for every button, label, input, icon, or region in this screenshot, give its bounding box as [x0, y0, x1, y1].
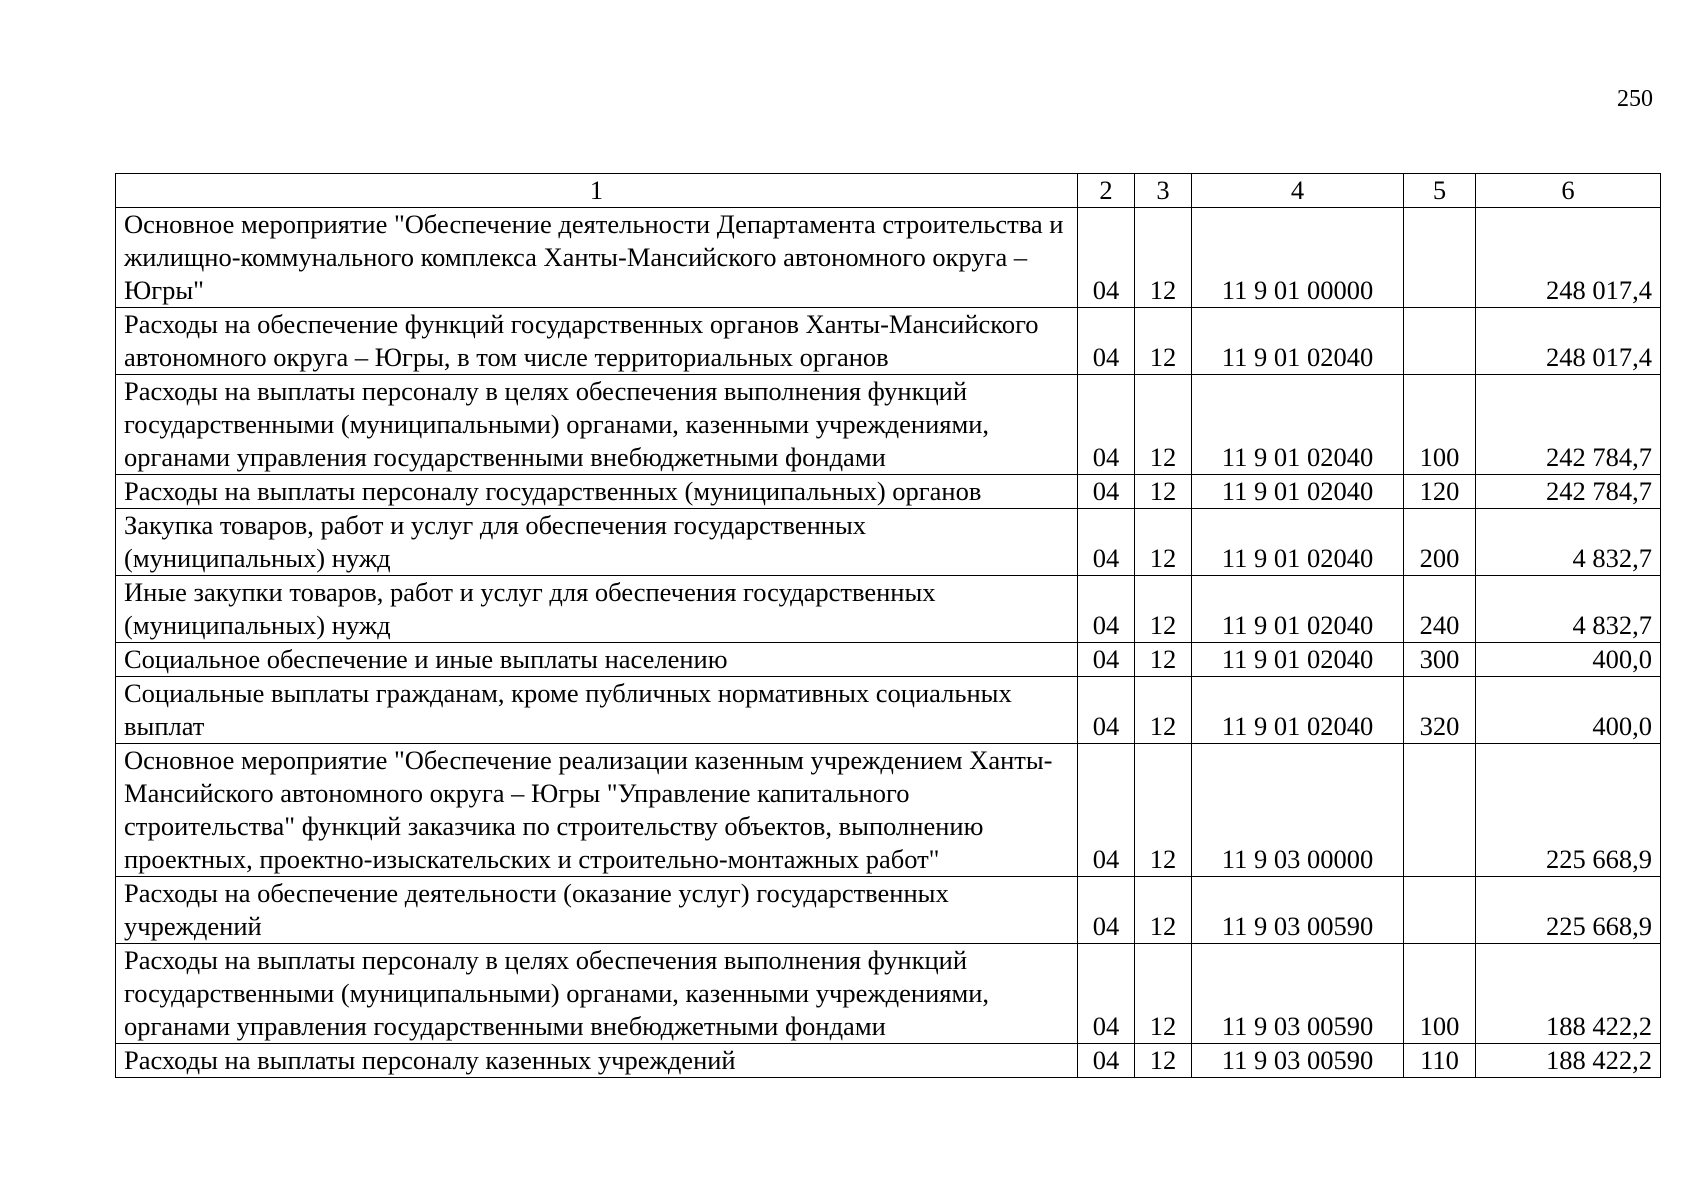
amount-cell: 248 017,4 — [1476, 208, 1661, 308]
amount-cell: 225 668,9 — [1476, 877, 1661, 944]
section-code-cell: 04 — [1078, 475, 1135, 509]
amount-cell: 225 668,9 — [1476, 744, 1661, 877]
amount-cell: 242 784,7 — [1476, 475, 1661, 509]
table-row — [116, 576, 1661, 643]
subsection-code-cell: 12 — [1135, 208, 1192, 308]
expense-type-cell — [1404, 877, 1476, 944]
subsection-code-cell: 12 — [1135, 576, 1192, 643]
row-name-cell: Закупка товаров, работ и услуг для обеспечения государственных (муниципальных) нужд — [116, 509, 1078, 576]
amount-cell: 400,0 — [1476, 677, 1661, 744]
target-article-cell: 11 9 01 02040 — [1192, 643, 1404, 677]
section-code-cell: 04 — [1078, 643, 1135, 677]
expense-type-cell — [1404, 744, 1476, 877]
expense-type-cell: 110 — [1404, 1044, 1476, 1078]
target-article-cell: 11 9 03 00590 — [1192, 877, 1404, 944]
table-row — [116, 643, 1661, 677]
target-article-cell: 11 9 01 02040 — [1192, 475, 1404, 509]
expense-type-cell: 120 — [1404, 475, 1476, 509]
table-row — [116, 944, 1661, 1044]
subsection-code-cell: 12 — [1135, 877, 1192, 944]
expense-type-cell: 300 — [1404, 643, 1476, 677]
expense-type-cell — [1404, 308, 1476, 375]
target-article-cell: 11 9 01 02040 — [1192, 576, 1404, 643]
header-row — [116, 174, 1661, 208]
row-name-cell: Расходы на выплаты персоналу в целях обеспечения выполнения функций государственными (муниципальными) органами, казенными учреждениями, органами управления государственными внебюджетными фондами — [116, 375, 1078, 475]
subsection-code-cell: 12 — [1135, 509, 1192, 576]
expense-type-cell: 100 — [1404, 944, 1476, 1044]
amount-cell: 188 422,2 — [1476, 1044, 1661, 1078]
target-article-cell: 11 9 03 00590 — [1192, 944, 1404, 1044]
table-row — [116, 475, 1661, 509]
table-row — [116, 677, 1661, 744]
subsection-code-cell: 12 — [1135, 1044, 1192, 1078]
table-row — [116, 208, 1661, 308]
section-code-cell: 04 — [1078, 509, 1135, 576]
page-number: 250 — [1617, 86, 1653, 112]
section-code-cell: 04 — [1078, 877, 1135, 944]
amount-cell: 248 017,4 — [1476, 308, 1661, 375]
row-name-cell: Расходы на выплаты персоналу государственных (муниципальных) органов — [116, 475, 1078, 509]
row-name-cell: Иные закупки товаров, работ и услуг для обеспечения государственных (муниципальных) нужд — [116, 576, 1078, 643]
column-header: 6 — [1476, 174, 1661, 208]
row-name-cell: Расходы на обеспечение функций государственных органов Ханты-Мансийского автономного округа – Югры, в том числе территориальных органов — [116, 308, 1078, 375]
subsection-code-cell: 12 — [1135, 643, 1192, 677]
table-row — [116, 877, 1661, 944]
table-row — [116, 1044, 1661, 1078]
row-name-cell: Расходы на обеспечение деятельности (оказание услуг) государственных учреждений — [116, 877, 1078, 944]
target-article-cell: 11 9 03 00590 — [1192, 1044, 1404, 1078]
target-article-cell: 11 9 01 02040 — [1192, 509, 1404, 576]
budget-table — [115, 173, 1661, 1078]
subsection-code-cell: 12 — [1135, 677, 1192, 744]
subsection-code-cell: 12 — [1135, 308, 1192, 375]
section-code-cell: 04 — [1078, 576, 1135, 643]
table-row — [116, 375, 1661, 475]
amount-cell: 400,0 — [1476, 643, 1661, 677]
row-name-cell: Социальные выплаты гражданам, кроме публичных нормативных социальных выплат — [116, 677, 1078, 744]
table-row — [116, 308, 1661, 375]
row-name-cell: Основное мероприятие "Обеспечение реализации казенным учреждением Ханты-Мансийского автономного округа – Югры "Управление капитального строительства" функций заказчика по строительству объектов, выполнению проектных, проектно-изыскательских и строительно-монтажных работ" — [116, 744, 1078, 877]
amount-cell: 4 832,7 — [1476, 509, 1661, 576]
section-code-cell: 04 — [1078, 208, 1135, 308]
column-header: 5 — [1404, 174, 1476, 208]
row-name-cell: Расходы на выплаты персоналу казенных учреждений — [116, 1044, 1078, 1078]
subsection-code-cell: 12 — [1135, 375, 1192, 475]
section-code-cell: 04 — [1078, 1044, 1135, 1078]
section-code-cell: 04 — [1078, 677, 1135, 744]
expense-type-cell: 240 — [1404, 576, 1476, 643]
section-code-cell: 04 — [1078, 944, 1135, 1044]
subsection-code-cell: 12 — [1135, 944, 1192, 1044]
target-article-cell: 11 9 01 00000 — [1192, 208, 1404, 308]
expense-type-cell: 100 — [1404, 375, 1476, 475]
section-code-cell: 04 — [1078, 744, 1135, 877]
subsection-code-cell: 12 — [1135, 744, 1192, 877]
target-article-cell: 11 9 03 00000 — [1192, 744, 1404, 877]
column-header: 1 — [116, 174, 1078, 208]
table-row — [116, 509, 1661, 576]
column-header: 2 — [1078, 174, 1135, 208]
row-name-cell: Расходы на выплаты персоналу в целях обеспечения выполнения функций государственными (муниципальными) органами, казенными учреждениями, органами управления государственными внебюджетными фондами — [116, 944, 1078, 1044]
expense-type-cell: 200 — [1404, 509, 1476, 576]
section-code-cell: 04 — [1078, 375, 1135, 475]
expense-type-cell — [1404, 208, 1476, 308]
target-article-cell: 11 9 01 02040 — [1192, 308, 1404, 375]
table-row — [116, 744, 1661, 877]
amount-cell: 4 832,7 — [1476, 576, 1661, 643]
expense-type-cell: 320 — [1404, 677, 1476, 744]
column-header: 3 — [1135, 174, 1192, 208]
row-name-cell: Основное мероприятие "Обеспечение деятельности Департамента строительства и жилищно-коммунального комплекса Ханты-Мансийского автономного округа – Югры" — [116, 208, 1078, 308]
subsection-code-cell: 12 — [1135, 475, 1192, 509]
column-header: 4 — [1192, 174, 1404, 208]
row-name-cell: Социальное обеспечение и иные выплаты населению — [116, 643, 1078, 677]
amount-cell: 242 784,7 — [1476, 375, 1661, 475]
amount-cell: 188 422,2 — [1476, 944, 1661, 1044]
target-article-cell: 11 9 01 02040 — [1192, 375, 1404, 475]
target-article-cell: 11 9 01 02040 — [1192, 677, 1404, 744]
section-code-cell: 04 — [1078, 308, 1135, 375]
